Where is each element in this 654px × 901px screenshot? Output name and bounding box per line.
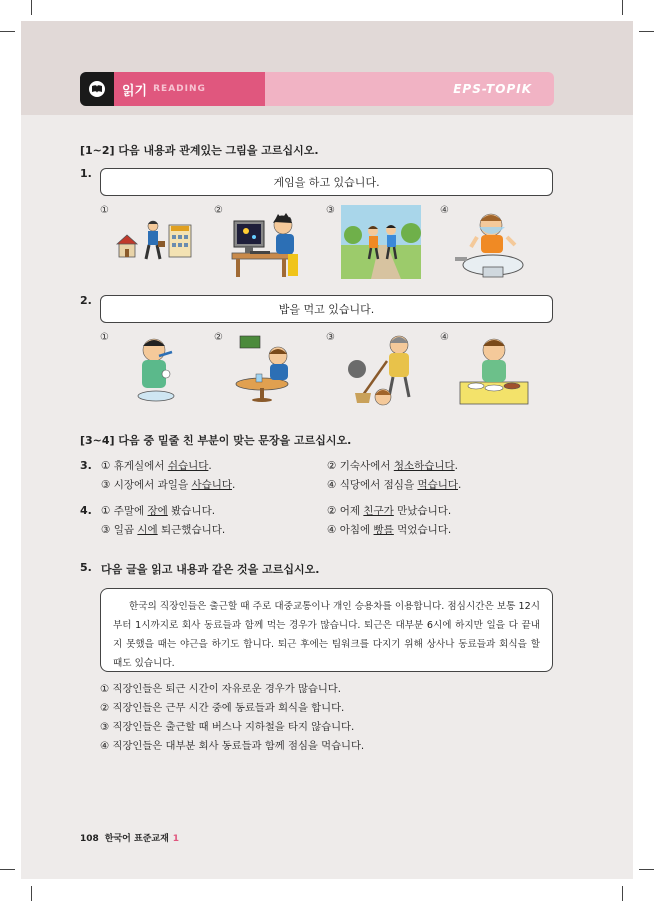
reading-passage: 한국의 직장인들은 출근할 때 주로 대중교통이나 개인 승용차를 이용합니다. 점심시간은 보통 12시부터 1시까지로 회사 동료들과 함께 먹는 경우가 많습니다. 퇴근은 대부분 6시에 하지만 일을 다 끝내지 못했을 때는 야근을 하기도 합니다. 퇴근 후에는 팀워크를 다지기 위해 상사나 동료들과 회식을 할 때도 있습니다. <box>100 588 553 672</box>
crop-mark <box>639 869 654 870</box>
question-number: 5. <box>80 561 92 574</box>
crop-mark <box>0 31 15 32</box>
question-number: 4. <box>80 504 92 517</box>
book-title: 한국어 표준교재 <box>104 834 169 844</box>
choice-mark[interactable]: ④ <box>440 332 449 343</box>
option[interactable]: ① 휴게실에서 쉬습니다. <box>101 460 212 472</box>
answer-option[interactable]: ④ 직장인들은 대부분 회사 동료들과 함께 점심을 먹습니다. <box>100 740 365 752</box>
question-sentence-box <box>100 168 553 196</box>
answer-option[interactable]: ③ 직장인들은 출근할 때 버스나 지하철을 타지 않습니다. <box>100 721 355 733</box>
commute-picture[interactable] <box>113 215 195 267</box>
page-number: 108 <box>80 834 99 844</box>
brand-logo: EPS-TOPIK <box>453 82 532 96</box>
section-title-korean: 읽기 <box>122 83 148 99</box>
instruction-3-4: [3~4] 다음 중 밑줄 친 부분이 맞는 문장을 고르십시오. <box>80 434 352 447</box>
cafe-picture[interactable] <box>234 334 296 404</box>
book-circle-icon <box>80 72 114 106</box>
sweeping-picture[interactable] <box>343 331 421 407</box>
question-sentence: 밥을 먹고 있습니다. <box>278 303 375 316</box>
instruction-5: 다음 글을 읽고 내용과 같은 것을 고르십시오. <box>101 563 320 576</box>
option[interactable]: ② 기숙사에서 청소하습니다. <box>327 460 459 472</box>
choice-mark[interactable]: ③ <box>326 205 335 216</box>
crop-mark <box>31 886 32 901</box>
question-number: 1. <box>80 167 92 180</box>
instruction-1-2: [1~2] 다음 내용과 관계있는 그림을 고르십시오. <box>80 144 319 157</box>
volume-number: 1 <box>172 834 180 844</box>
crop-mark <box>31 0 32 15</box>
question-sentence: 게임을 하고 있습니다. <box>273 176 380 189</box>
option[interactable]: ② 어제 친구가 만났습니다. <box>327 505 452 517</box>
option[interactable]: ④ 식당에서 점심을 먹습니다. <box>327 479 462 491</box>
brushing-teeth-picture[interactable] <box>126 334 186 404</box>
page-footer <box>80 831 179 844</box>
choice-mark[interactable]: ③ <box>326 332 335 343</box>
answer-option[interactable]: ① 직장인들은 퇴근 시간이 자유로운 경우가 많습니다. <box>100 683 342 695</box>
section-title-english: READING <box>153 84 206 94</box>
question-number: 2. <box>80 294 92 307</box>
option[interactable]: ④ 아침에 빵를 먹었습니다. <box>327 524 452 536</box>
washing-face-picture[interactable] <box>453 207 529 279</box>
crop-mark <box>622 886 623 901</box>
choice-mark[interactable]: ① <box>100 332 109 343</box>
option[interactable]: ③ 일곱 시에 퇴근했습니다. <box>101 524 226 536</box>
computer-game-picture[interactable] <box>228 209 304 279</box>
section-title <box>114 72 265 106</box>
answer-option[interactable]: ② 직장인들은 근무 시간 중에 동료들과 회식을 합니다. <box>100 702 345 714</box>
option[interactable]: ① 주말에 장에 봤습니다. <box>101 505 216 517</box>
question-number: 3. <box>80 459 92 472</box>
choice-mark[interactable]: ④ <box>440 205 449 216</box>
crop-mark <box>622 0 623 15</box>
question-sentence-box <box>100 295 553 323</box>
eating-meal-picture[interactable] <box>458 334 530 406</box>
brand-bar <box>265 72 554 106</box>
crop-mark <box>0 869 15 870</box>
choice-mark[interactable]: ② <box>214 205 223 216</box>
option[interactable]: ③ 시장에서 과일을 사습니다. <box>101 479 236 491</box>
children-walking-picture[interactable] <box>341 205 421 279</box>
crop-mark <box>639 31 654 32</box>
choice-mark[interactable]: ② <box>214 332 223 343</box>
choice-mark[interactable]: ① <box>100 205 109 216</box>
